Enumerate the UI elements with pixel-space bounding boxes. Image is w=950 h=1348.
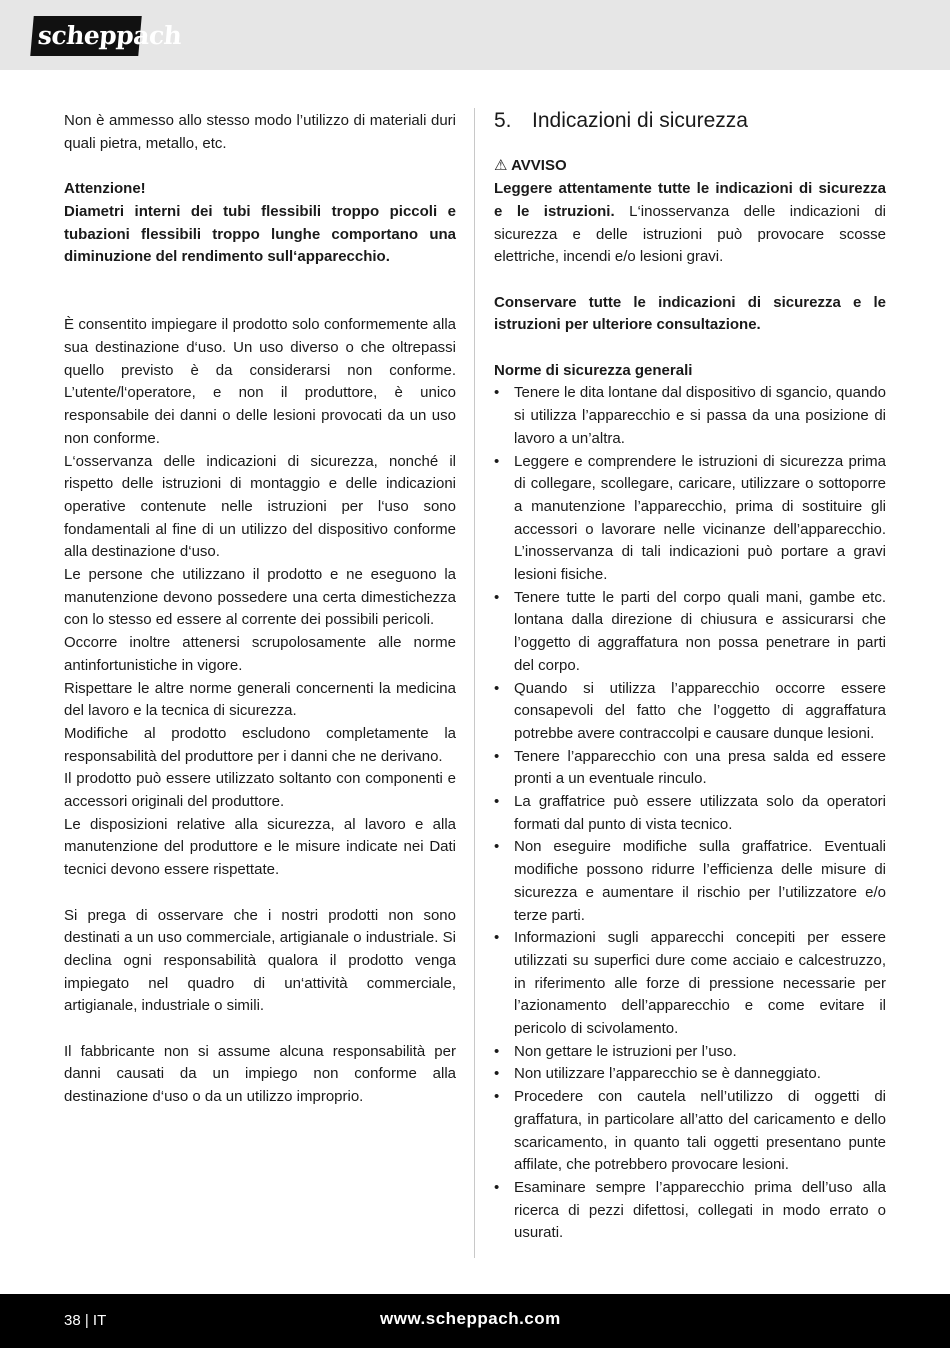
scheppach-logo: scheppach	[30, 16, 141, 56]
paragraph: Modifiche al prodotto escludono completamente la responsabilità del produttore per i danni che ne derivano.	[64, 724, 456, 765]
warning-heading	[494, 155, 886, 178]
section-title: Indicazioni di sicurezza	[532, 109, 748, 132]
list-item	[494, 927, 886, 1041]
list-item-text: Esaminare sempre l’apparecchio prima dell’uso alla ricerca di pezzi difettosi, collegati in modo errato o usurati.	[514, 1179, 886, 1242]
list-item-text: Non eseguire modifiche sulla graffatrice. Eventuali modifiche possono ridurre l’efficienza delle misure di sicurezza e aumentare il rischio per l’utilizzatore e/o terze parti.	[514, 838, 886, 924]
bullet-icon: •	[494, 747, 500, 765]
list-item	[494, 1063, 886, 1086]
warning-label: AVVISO	[511, 157, 567, 175]
list-item-text: Tenere tutte le parti del corpo quali mani, gambe etc. lontana dalla direzione di chiusura e assicurarsi che l’oggetto di aggraffatura non possa penetrare in parti del corpo.	[514, 588, 886, 674]
paragraph: Non è ammesso allo stesso modo l’utilizzo di materiali duri quali pietra, metallo, etc.	[64, 112, 456, 152]
column-divider	[474, 108, 475, 1258]
list-item-text: Non gettare le istruzioni per l’uso.	[514, 1042, 737, 1060]
warning-paragraph	[494, 178, 886, 269]
bullet-icon: •	[494, 679, 500, 697]
list-item	[494, 382, 886, 450]
bullet-icon: •	[494, 1042, 500, 1060]
paragraph: È consentito impiegare il prodotto solo conformemente alla sua destinazione d‘uso. Un uso diverso o che oltrepassi quello previsto è da considerarsi non conforme. L’utente/l‘operatore, e non il produttore, è unico responsabile dei danni o delle lesioni provocati da un uso non conforme.	[64, 316, 456, 447]
paragraph: Le disposizioni relative alla sicurezza, al lavoro e alla manutenzione del produttore e le misure indicate nei Dati tecnici devono essere rispettate.	[64, 815, 456, 879]
list-item	[494, 1177, 886, 1245]
paragraph: Il prodotto può essere utilizzato soltanto con componenti e accessori originali del produttore.	[64, 770, 456, 811]
list-item	[494, 1086, 886, 1177]
bullet-icon: •	[494, 1088, 500, 1106]
safety-bullet-list	[494, 382, 886, 1245]
page-footer	[0, 1294, 950, 1348]
paragraph: Il fabbricante non si assume alcuna responsabilità per danni causati da un impiego non conforme alla destinazione d‘uso o da un utilizzo improprio.	[64, 1042, 456, 1106]
section-heading	[494, 110, 886, 133]
paragraph: Rispettare le altre norme generali concernenti la medicina del lavoro e la tecnica di sicurezza.	[64, 679, 456, 720]
attention-title: Attenzione!	[64, 180, 146, 198]
bullet-icon: •	[494, 929, 500, 947]
attention-text: Diametri interni dei tubi flessibili troppo piccoli e tubazioni flessibili troppo lunghe comportano una diminuzione del rendimento sull‘apparecchio.	[64, 202, 456, 266]
list-item	[494, 678, 886, 746]
list-item-text: Informazioni sugli apparecchi concepiti per essere utilizzati su superfici dure come acciaio e calcestruzzo, in riferimento alle forze di pressione necessarie per l’azionamento dell’apparecchio e come evitare il pericolo di scivolamento.	[514, 929, 886, 1038]
list-item-text: La graffatrice può essere utilizzata solo da operatori formati dal punto di vista tecnico.	[514, 793, 886, 833]
warning-text: L‘inosservanza delle indicazioni di sicurezza e delle istruzioni può provocare scosse elettriche, incendi e/o lesioni gravi.	[494, 202, 886, 266]
paragraph: Occorre inoltre attenersi scrupolosamente alle norme antinfortunistiche in vigore.	[64, 634, 456, 674]
list-item	[494, 836, 886, 927]
paragraph: L‘osservanza delle indicazioni di sicurezza, nonché il rispetto delle istruzioni di montaggio e delle indicazioni operative contenute nelle istruzioni per l‘uso sono fondamentali al fine di un utilizzo del dispositivo conforme alla destinazione d‘uso.	[64, 452, 456, 561]
website-link[interactable]: www.scheppach.com	[380, 1309, 561, 1328]
paragraph: Si prega di osservare che i nostri prodotti non sono destinati a un uso commerciale, artigianale o industriale. Si declina ogni responsabilità qualora il prodotto venga impiegato nel quadro di un‘attività commerciale, artigianale, industriale o simili.	[64, 906, 456, 1015]
list-item	[494, 1041, 886, 1064]
right-column	[494, 110, 886, 1245]
keep-instructions-note: Conservare tutte le indicazioni di sicurezza e le istruzioni per ulteriore consultazione.	[494, 293, 886, 334]
list-item-text: Quando si utilizza l’apparecchio occorre essere consapevoli del fatto che l’oggetto di aggraffatura potrebbe avere contraccolpi e causare dunque lesioni.	[514, 679, 886, 742]
list-item	[494, 587, 886, 678]
paragraph: Le persone che utilizzano il prodotto e ne eseguono la manutenzione devono possedere una certa dimestichezza con lo stesso ed essere al corrente dei possibili pericoli.	[64, 566, 456, 629]
bullet-icon: •	[494, 838, 500, 856]
bullet-icon: •	[494, 1065, 500, 1083]
warning-bold-text: Leggere attentamente tutte le indicazioni di sicurezza e le istruzioni.	[494, 180, 886, 220]
bullet-icon: •	[494, 1179, 500, 1196]
page-number: 38 | IT	[64, 1312, 107, 1329]
list-item	[494, 451, 886, 587]
page-header	[0, 0, 950, 70]
bullet-icon: •	[494, 588, 500, 606]
list-item	[494, 746, 886, 791]
warning-triangle-icon: ⚠	[494, 157, 508, 175]
section-number: 5.	[494, 109, 512, 132]
list-item-text: Tenere le dita lontane dal dispositivo di sgancio, quando si utilizza l’apparecchio e si passa da una posizione di lavoro a un’altra.	[514, 384, 886, 447]
left-column	[64, 110, 456, 1109]
list-item-text: Procedere con cautela nell’utilizzo di oggetti di graffatura, in particolare all’atto del caricamento e dello scaricamento, in quanto tali oggetti presentano punte affilate, che potrebbero provocare lesioni.	[514, 1088, 886, 1174]
bullet-icon: •	[494, 384, 500, 402]
list-item-text: Leggere e comprendere le istruzioni di sicurezza prima di collegare, scollegare, caricare, utilizzare o sottoporre a manutenzione l’apparecchio, prima di sostituire gli accessori o lavorare nelle vicinanze dell’apparecchio. L’inosservanza di tali indicazioni può portare a gravi lesioni fisiche.	[514, 452, 886, 584]
bullet-icon: •	[494, 793, 500, 811]
general-rules-title: Norme di sicurezza generali	[494, 361, 693, 379]
list-item-text: Non utilizzare l’apparecchio se è danneggiato.	[514, 1065, 821, 1083]
bullet-icon: •	[494, 452, 500, 470]
list-item-text: Tenere l’apparecchio con una presa salda ed essere pronti a un eventuale rinculo.	[514, 747, 886, 788]
list-item	[494, 791, 886, 836]
